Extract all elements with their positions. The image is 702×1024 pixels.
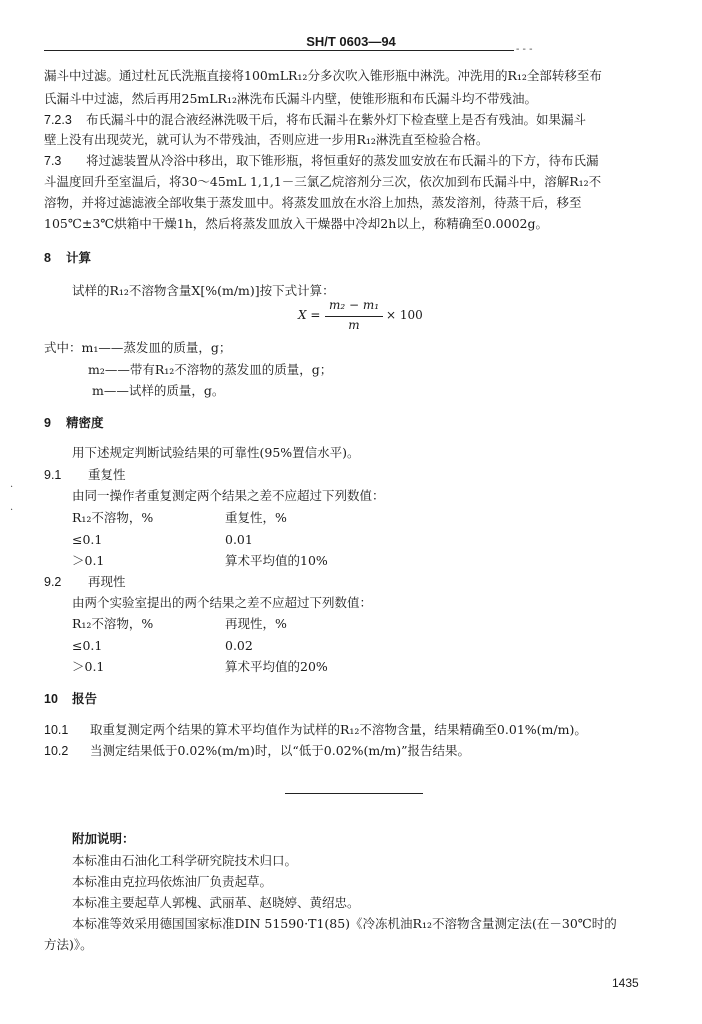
sec91-row2-a: ＞0.1 <box>72 553 105 568</box>
sec92-row1-a: ≤0.1 <box>72 638 103 653</box>
sec10-title: 报告 <box>72 691 98 706</box>
sec92-row2-b: 算术平均值的20% <box>225 659 328 674</box>
header-rule <box>44 50 514 51</box>
appendix-line3: 本标准主要起草人郭槐、武丽革、赵晓婷、黄绍忠。 <box>72 895 360 910</box>
sec91-row2-b: 算术平均值的10% <box>225 553 328 568</box>
formula-denominator: m <box>348 318 360 332</box>
sec73-number: 7.3 <box>44 154 62 168</box>
sec73-line3: 溶物，并将过滤滤液全部收集于蒸发皿中。将蒸发皿放在水浴上加热，蒸发溶剂，待蒸干后，移至 <box>44 195 582 210</box>
section-separator-rule <box>285 793 423 794</box>
sec92-title: 再现性 <box>88 574 126 589</box>
sec9-intro: 用下述规定判断试验结果的可靠性(95%置信水平)。 <box>72 445 360 460</box>
sec92-row1-b: 0.02 <box>225 638 253 653</box>
sec73-line2: 斗温度回升至室温后，将30～45mL 1,1,1－三氯乙烷溶剂分三次，依次加到布氏漏斗中，溶解R₁₂不 <box>44 174 602 189</box>
sec91-number: 9.1 <box>44 468 62 482</box>
standard-code-header: SH/T 0603—94 <box>306 34 396 49</box>
sec101-number: 10.1 <box>44 723 69 737</box>
sec92-number: 9.2 <box>44 575 62 589</box>
sec92-col1-header: R₁₂不溶物，% <box>72 616 154 631</box>
appendix-line4: 本标准等效采用德国国家标准DIN 51590·T1(85)《冷冻机油R₁₂不溶物含量测定法(在－30℃时的 <box>72 916 617 931</box>
scan-speck: · <box>10 505 14 516</box>
sec7-cont-line1: 漏斗中过滤。通过杜瓦氏洗瓶直接将100mLR₁₂分多次吹入锥形瓶中淋洗。冲洗用的R₁₂全部转移至布 <box>44 68 602 83</box>
sec10-number: 10 <box>44 692 58 706</box>
sec91-text: 由同一操作者重复测定两个结果之差不应超过下列数值： <box>72 488 385 503</box>
appendix-line2: 本标准由克拉玛依炼油厂负责起草。 <box>72 874 273 889</box>
page-number: 1435 <box>612 976 639 990</box>
appendix-line5: 方法)》。 <box>44 937 93 952</box>
appendix-title: 附加说明： <box>72 831 135 846</box>
sec101-text: 取重复测定两个结果的算术平均值作为试样的R₁₂不溶物含量，结果精确至0.01%(m/m)。 <box>90 722 587 737</box>
sec92-col2-header: 再现性，% <box>225 616 287 631</box>
appendix-line1: 本标准由石油化工科学研究院技术归口。 <box>72 853 298 868</box>
sec8-title: 计算 <box>66 250 92 265</box>
sec73-line4: 105℃±3℃烘箱中干燥1h，然后将蒸发皿放入干燥器中冷却2h以上，称精确至0.0002g。 <box>44 216 548 231</box>
header-rule-dash: - - - <box>516 44 533 55</box>
sec91-col1-header: R₁₂不溶物，% <box>72 510 154 525</box>
formula-lhs: X = <box>298 308 321 322</box>
sec723-line1: 布氏漏斗中的混合液经淋洗吸干后，将布氏漏斗在紫外灯下检查壁上是否有残油。如果漏斗 <box>86 112 587 127</box>
sec102-number: 10.2 <box>44 744 69 758</box>
sec91-row1-a: ≤0.1 <box>72 532 103 547</box>
sec8-where-m2: m₂——带有R₁₂不溶物的蒸发皿的质量，g； <box>88 362 333 377</box>
sec91-title: 重复性 <box>88 467 126 482</box>
formula-fraction-bar <box>325 316 383 317</box>
formula-rhs: × 100 <box>386 308 423 322</box>
sec8-intro: 试样的R₁₂不溶物含量X[%(m/m)]按下式计算： <box>72 283 335 298</box>
sec92-row2-a: ＞0.1 <box>72 659 105 674</box>
sec723-number: 7.2.3 <box>44 113 72 127</box>
sec8-number: 8 <box>44 251 51 265</box>
sec9-title: 精密度 <box>66 415 104 430</box>
sec8-where-m: m——试样的质量，g。 <box>92 383 225 398</box>
sec7-cont-line2: 氏漏斗中过滤，然后再用25mLR₁₂淋洗布氏漏斗内壁，使锥形瓶和布氏漏斗均不带残油。 <box>44 91 537 106</box>
sec723-line2: 壁上没有出现荧光，就可认为不带残油，否则应进一步用R₁₂淋洗直至检验合格。 <box>44 132 489 147</box>
formula-numerator: m₂ − m₁ <box>328 298 380 312</box>
sec91-row1-b: 0.01 <box>225 532 253 547</box>
scan-speck: · <box>10 482 14 493</box>
sec102-text: 当测定结果低于0.02%(m/m)时，以“低于0.02%(m/m)”报告结果。 <box>90 743 471 758</box>
sec92-text: 由两个实验室提出的两个结果之差不应超过下列数值： <box>72 595 373 610</box>
sec9-number: 9 <box>44 416 51 430</box>
sec8-where-m1: 式中：m₁——蒸发皿的质量，g； <box>44 340 232 355</box>
sec73-line1: 将过滤装置从冷浴中移出，取下锥形瓶，将恒重好的蒸发皿安放在布氏漏斗的下方，待布氏漏 <box>86 153 599 168</box>
sec91-col2-header: 重复性，% <box>225 510 287 525</box>
